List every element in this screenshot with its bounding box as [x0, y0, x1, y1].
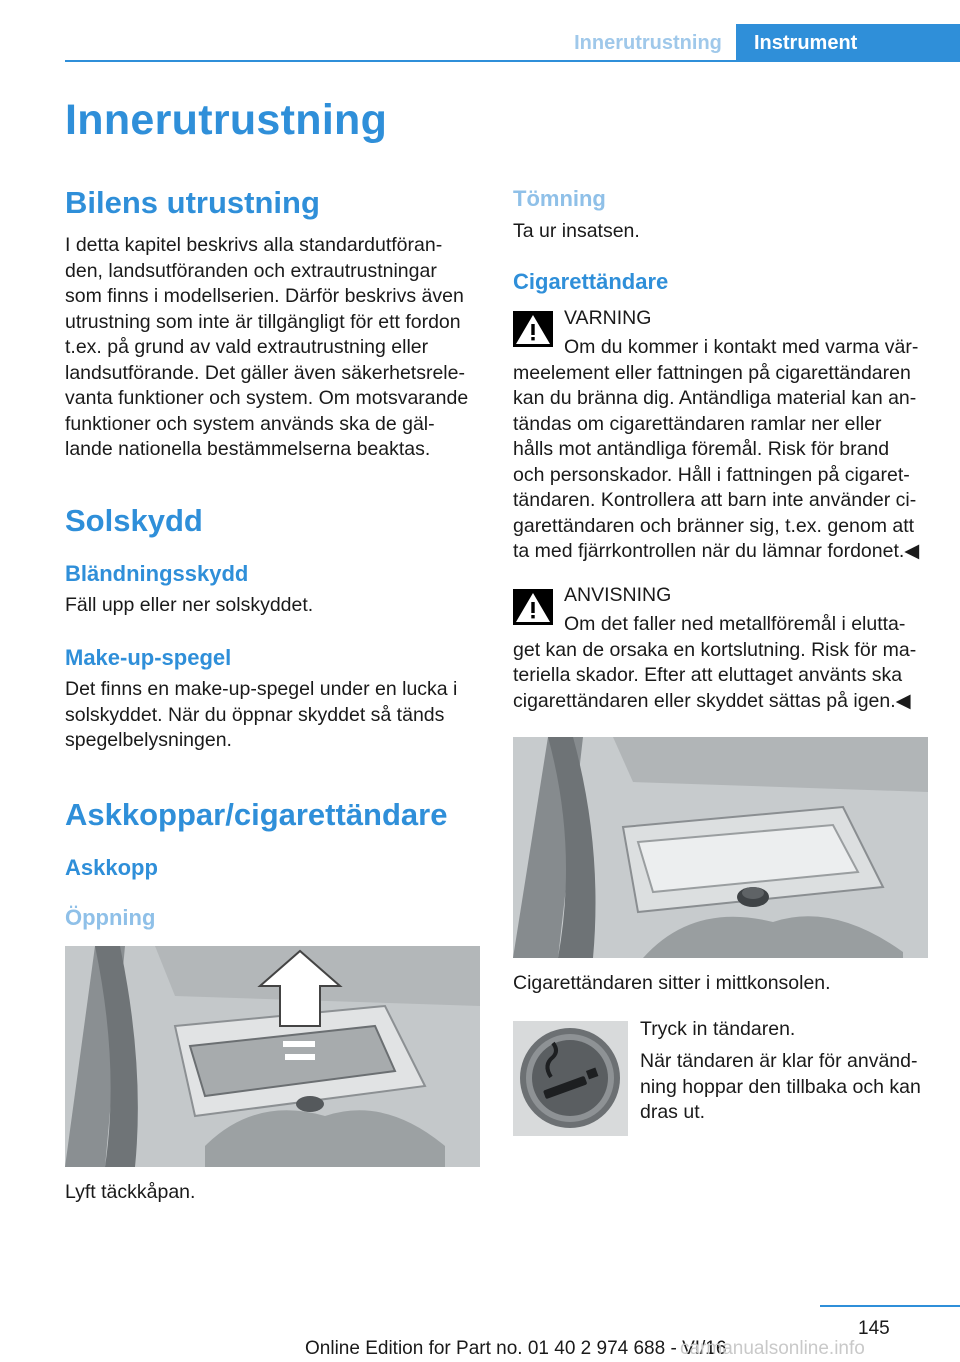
intro-line: I detta kapitel beskrivs alla standardutföran‐: [65, 234, 443, 256]
header-rule: [65, 60, 960, 62]
lighter-button-image: [513, 1021, 628, 1136]
mirror-paragraph: [65, 677, 485, 754]
warning-label: VARNING: [564, 307, 652, 329]
ashtray-opening-photo: [65, 946, 480, 1167]
intro-line: lande nationella bestämmelserna beaktas.: [65, 438, 431, 460]
lighter-photo-caption: Cigarettändaren sitter i mittkonsolen.: [513, 972, 831, 994]
intro-paragraph: [65, 233, 485, 463]
ashtray-caption: Lyft täckkåpan.: [65, 1181, 196, 1203]
notice-line: get kan de orsaka en kortslutning. Risk för ma‐: [513, 638, 917, 661]
subheading-tomning: Tömning: [513, 186, 606, 211]
warning-line: tändaren. Kontrollera att barn inte använder ci‐: [513, 489, 917, 511]
glare-text: Fäll upp eller ner solskyddet.: [65, 594, 314, 616]
notice-line: Om det faller ned metallföremål i elutta‐: [564, 613, 906, 635]
press-text: Tryck in tändaren.: [640, 1018, 796, 1040]
notice-line: teriella skador. Efter att eluttaget använts ska: [513, 664, 903, 686]
subheading-blandningsskydd: Bländningsskydd: [65, 561, 249, 586]
intro-line: landsutförande. Det gäller även säkerhetsrele‐: [65, 361, 465, 384]
intro-line: den, landsutföranden och extrautrustningar: [65, 259, 437, 282]
warning-line: Om du kommer i kontakt med varma vär‐: [564, 336, 919, 358]
mirror-line: Det finns en make-up-spegel under en lucka i: [65, 678, 458, 700]
notice-paragraph: [513, 612, 933, 714]
section-heading-askkoppar: Askkoppar/cigarettändare: [65, 797, 448, 832]
ready-line: När tändaren är klar för använd‐: [640, 1050, 918, 1072]
warning-paragraph: [513, 335, 933, 565]
section-heading-solskydd: Solskydd: [65, 503, 203, 538]
notice-line: cigarettändaren eller skyddet sättas på igen.◀: [513, 689, 911, 712]
warning-line: och personskador. Håll i fattningen på cigaret‐: [513, 463, 910, 486]
warning-line: tändas om cigarettändaren ramlar ner eller: [513, 412, 882, 435]
lighter-console-illustration: [513, 737, 928, 958]
lighter-console-photo: [513, 737, 928, 958]
intro-line: utrustning som inte är tillgängligt för ett fordon: [65, 310, 461, 333]
mirror-line: solskyddet. När du öppnar skyddet så tänds: [65, 703, 445, 726]
intro-line: som finns i modellserien. Därför beskrivs även: [65, 285, 464, 307]
notice-label: ANVISNING: [564, 584, 672, 606]
lighter-icon: [513, 1021, 628, 1136]
intro-line: funktioner och system används ska de gäl‐: [65, 412, 435, 435]
subheading-cigarettandare: Cigarettändare: [513, 269, 669, 294]
mirror-line: spegelbelysningen.: [65, 729, 232, 751]
footer-rule: [820, 1305, 960, 1307]
section-heading-bilens-utrustning: Bilens utrustning: [65, 185, 320, 220]
empty-text: Ta ur insatsen.: [513, 220, 640, 242]
page-title: Innerutrustning: [65, 96, 388, 144]
warning-line: garettändaren och bränner sig, t.ex. genom att: [513, 514, 915, 537]
warning-line: kan du bränna dig. Antändliga material kan an‐: [513, 387, 917, 409]
header-tab-instrument[interactable]: Instrument: [736, 24, 960, 62]
ready-line: ning hoppar den tillbaka och kan: [640, 1075, 921, 1098]
ashtray-illustration: [65, 946, 480, 1167]
warning-line: ta med fjärrkontrollen när du lämnar fordonet.◀: [513, 540, 920, 562]
warning-line: meelement eller fattningen på cigarettändaren: [513, 361, 911, 384]
ready-paragraph: [640, 1049, 940, 1126]
watermark: carmanualsonline.info: [680, 1338, 865, 1359]
page-number: 145: [858, 1318, 890, 1339]
intro-line: vanta funktioner och system. Om motsvarande: [65, 387, 469, 409]
subheading-oppning: Öppning: [65, 905, 156, 930]
warning-line: hålls mot antändliga föremål. Risk för brand: [513, 438, 890, 460]
header-tab-innerutrustning[interactable]: Innerutrustning: [574, 32, 722, 54]
intro-line: t.ex. på grund av vald extrautrustning eller: [65, 336, 429, 358]
footer-edition: Online Edition for Part no. 01 40 2 974 688 - VI/16: [305, 1338, 727, 1359]
subheading-make-up-spegel: Make-up-spegel: [65, 645, 232, 670]
subheading-askkopp: Askkopp: [65, 855, 158, 880]
ready-line: dras ut.: [640, 1101, 706, 1123]
